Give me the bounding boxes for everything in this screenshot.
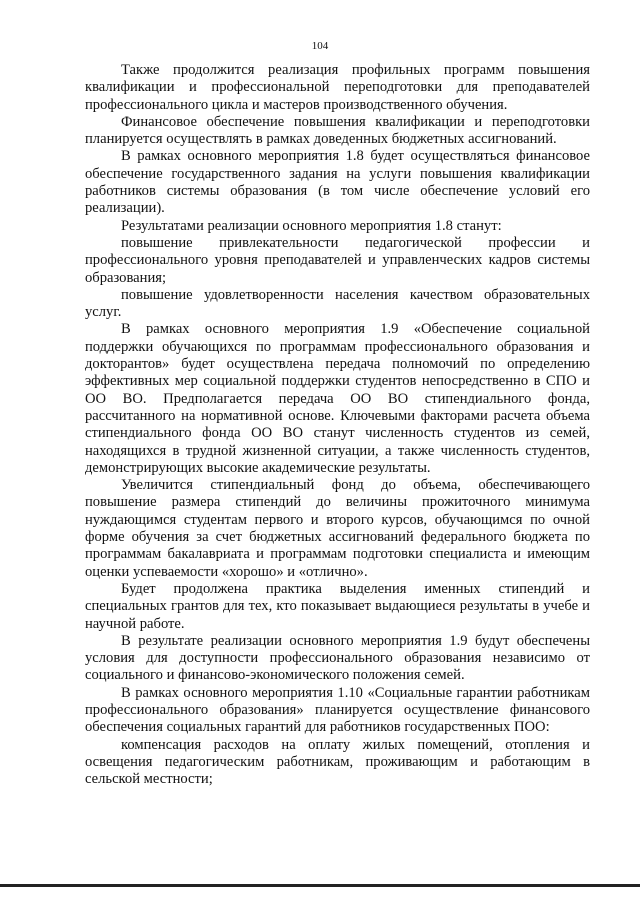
paragraph: компенсация расходов на оплату жилых помещений, отопления и освещения педагогическим работникам, проживающим и работающим в сельской местности;: [85, 736, 590, 788]
paragraph: В рамках основного мероприятия 1.9 «Обеспечение социальной поддержки обучающихся по программам профессионального образования и докторантов» будет осуществлена передача полномочий по определению эффективных мер социальной поддержки студентов непосредственно в СПО и ОО ВО. Предполагается передача ОО ВО стипендиального фонда, рассчитанного на нормативной основе. Ключевыми факторами расчета объема стипендиального фонда ОО ВО станут численность студентов из семей, находящихся в трудной жизненной ситуации, а также численность студентов, демонстрирующих высокие академические результаты.: [85, 321, 590, 476]
paragraph: В рамках основного мероприятия 1.8 будет осуществляться финансовое обеспечение государственного задания на услуги повышения квалификации работников системы образования (в том числе обеспечение условий его реализации).: [85, 148, 590, 217]
page-number: 104: [311, 40, 329, 52]
paragraph: повышение привлекательности педагогической профессии и профессионального уровня преподавателей и управленческих кадров системы образования;: [85, 234, 590, 286]
paragraph: Увеличится стипендиальный фонд до объема, обеспечивающего повышение размера стипендий до величины прожиточного минимума нуждающимся студентам первого и второго курсов, обучающимся по очной форме обучения за счет бюджетных ассигнований федерального бюджета по программам бакалавриата и программам подготовки специалиста и имеющим оценки успеваемости «хорошо» и «отлично».: [85, 477, 590, 580]
paragraph: Результатами реализации основного мероприятия 1.8 станут:: [121, 217, 502, 234]
paragraph: Будет продолжена практика выделения именных стипендий и специальных грантов для тех, кто показывает выдающиеся результаты в учебе и научной работе.: [85, 580, 590, 632]
paragraph: В результате реализации основного мероприятия 1.9 будут обеспечены условия для доступности профессионального образования независимо от социального и финансово-экономического положения семей.: [85, 632, 590, 684]
page-bottom-border: [0, 884, 640, 887]
paragraph: Также продолжится реализация профильных программ повышения квалификации и профессиональной переподготовки для преподавателей профессионального цикла и мастеров производственного обучения.: [85, 62, 590, 113]
paragraph: повышение удовлетворенности населения качеством образовательных услуг.: [85, 286, 590, 321]
paragraph: В рамках основного мероприятия 1.10 «Социальные гарантии работникам профессионального образования» планируется осуществление финансового обеспечения социальных гарантий для работников государственных ПОО:: [85, 684, 590, 736]
body-text: [85, 62, 590, 788]
paragraph: Финансовое обеспечение повышения квалификации и переподготовки планируется осуществлять в рамках доведенных бюджетных ассигнований.: [85, 113, 590, 148]
